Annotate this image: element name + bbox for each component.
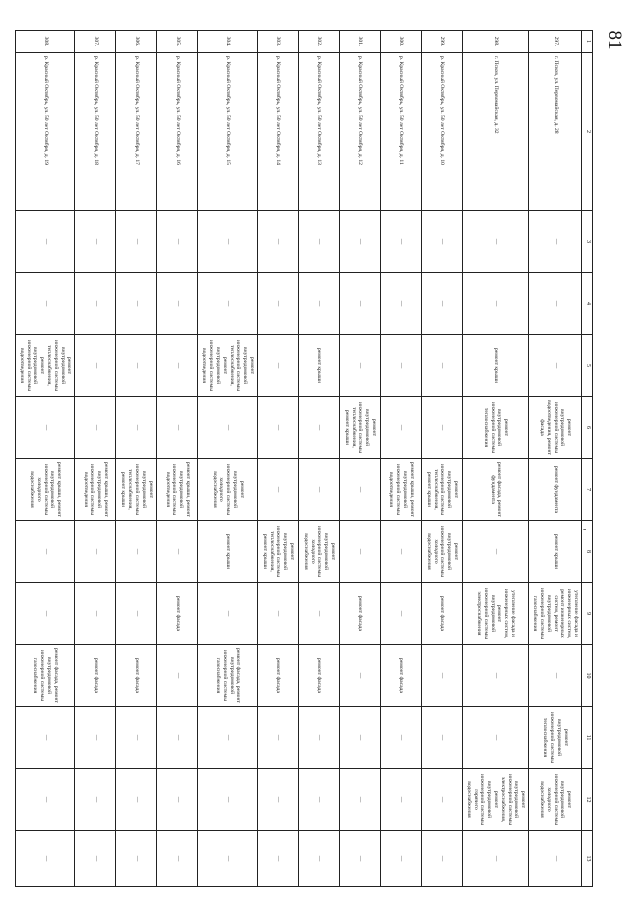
- repair-work-cell: —: [422, 397, 463, 459]
- column-number: 5: [582, 335, 593, 397]
- repair-work-cell: —: [299, 397, 340, 459]
- repair-work-cell: —: [340, 831, 381, 887]
- row-index: 302.: [299, 31, 340, 53]
- table-row: [258, 31, 299, 887]
- repair-work-cell: —: [258, 831, 299, 887]
- repair-work-cell: ремонт внутридомовой инженерной системы электроснабжения, ремонт внутридомовой инженерной системы горячего водоснабжения: [463, 769, 529, 831]
- repair-work-cell: —: [16, 583, 76, 645]
- repair-work-cell: —: [75, 583, 116, 645]
- repair-work-cell: —: [16, 211, 76, 273]
- repair-work-cell: —: [116, 211, 157, 273]
- repair-work-cell: —: [529, 335, 582, 397]
- row-index: 305.: [157, 31, 198, 53]
- repair-work-cell: —: [422, 211, 463, 273]
- repair-work-cell: —: [157, 645, 198, 707]
- repair-work-cell: ремонт фасада: [299, 645, 340, 707]
- repair-work-cell: —: [75, 335, 116, 397]
- building-address: р. Красный Октябрь, ул. 50 лет Октября, д. 18: [75, 53, 116, 211]
- column-number: 1: [582, 31, 593, 53]
- repair-work-cell: —: [529, 273, 582, 335]
- repair-work-cell: —: [75, 831, 116, 887]
- repair-work-cell: —: [75, 521, 116, 583]
- repair-work-cell: —: [381, 273, 422, 335]
- repair-work-cell: —: [75, 707, 116, 769]
- repair-work-cell: —: [422, 707, 463, 769]
- repair-work-cell: —: [381, 521, 422, 583]
- repair-work-cell: ремонт фасада: [258, 645, 299, 707]
- repair-work-cell: —: [463, 831, 529, 887]
- repair-work-cell: ремонт внутридомовой инженерной системы теплоснабжения: [463, 397, 529, 459]
- building-address: г. Псков, ул. Первомайская, д. 28: [529, 53, 582, 211]
- repair-work-cell: ремонт фундамента: [529, 459, 582, 521]
- repair-work-cell: —: [340, 707, 381, 769]
- repair-work-cell: —: [198, 211, 258, 273]
- column-number: 4: [582, 273, 593, 335]
- repair-work-cell: —: [75, 273, 116, 335]
- repair-work-cell: ремонт внутридомовой инженерной системы теплоснабжения, ремонт крыши: [258, 521, 299, 583]
- column-number-row: [582, 31, 593, 887]
- row-index: 299.: [422, 31, 463, 53]
- repair-work-cell: —: [116, 273, 157, 335]
- column-number: 6: [582, 397, 593, 459]
- column-number: 7: [582, 459, 593, 521]
- repair-work-cell: ремонт фасада: [75, 645, 116, 707]
- repair-work-cell: ремонт крыши, ремонт внутридомовой инженерной системы водоотведения: [75, 459, 116, 521]
- repair-work-cell: ремонт внутридомовой инженерной системы теплоснабжения, ремонт крыши: [340, 397, 381, 459]
- repair-work-cell: ремонт внутридомовой инженерной системы холодного водоснабжения: [299, 521, 340, 583]
- repair-work-cell: —: [340, 521, 381, 583]
- repair-work-cell: —: [463, 645, 529, 707]
- table-row: [299, 31, 340, 887]
- table-row: [463, 31, 529, 887]
- repair-work-cell: ремонт фасада: [381, 645, 422, 707]
- repair-work-cell: —: [258, 459, 299, 521]
- repair-work-cell: утепление фасада и инженерных систем, ремонт инженерных систем, ремонт внутридомовой инженерной системы газоснабжения: [529, 583, 582, 645]
- repair-work-cell: —: [422, 273, 463, 335]
- repair-work-cell: —: [463, 211, 529, 273]
- repair-work-cell: —: [299, 831, 340, 887]
- repair-work-cell: —: [299, 459, 340, 521]
- repair-work-cell: —: [529, 831, 582, 887]
- table-row: [75, 31, 116, 887]
- column-number: 8: [582, 521, 593, 583]
- repair-work-cell: —: [16, 521, 76, 583]
- repair-work-cell: ремонт фасада, ремонт внутридомовой инженерной системы газоснабжения: [198, 645, 258, 707]
- building-address: р. Красный Октябрь, ул. 50 лет Октября, д. 12: [340, 53, 381, 211]
- repair-work-cell: ремонт внутридомовой инженерной системы водоотведения, ремонт фасада: [529, 397, 582, 459]
- page-number: 81: [604, 30, 625, 50]
- column-number: 9: [582, 583, 593, 645]
- repair-work-cell: ремонт крыши, ремонт внутридомовой инженерной системы водоотведения: [381, 459, 422, 521]
- stray-mark: -: [583, 524, 587, 535]
- table-row: [198, 31, 258, 887]
- repair-work-cell: ремонт внутридомовой инженерной системы теплоснабжения, ремонт крыши: [116, 459, 157, 521]
- table-row: [381, 31, 422, 887]
- repair-work-cell: —: [116, 831, 157, 887]
- building-address: р. Красный Октябрь, ул. 50 лет Октября, д. 11: [381, 53, 422, 211]
- repair-work-cell: —: [340, 769, 381, 831]
- repair-work-cell: ремонт фасада, ремонт внутридомовой инженерной системы газоснабжения: [16, 645, 76, 707]
- repair-work-cell: —: [381, 769, 422, 831]
- repair-work-cell: —: [75, 211, 116, 273]
- repair-work-cell: —: [16, 397, 76, 459]
- repair-work-cell: —: [116, 335, 157, 397]
- row-index: 300.: [381, 31, 422, 53]
- building-address: р. Красный Октябрь, ул. 50 лет Октября, д. 10: [422, 53, 463, 211]
- building-address: р. Красный Октябрь, ул. 50 лет Октября, д. 13: [299, 53, 340, 211]
- repair-work-cell: —: [157, 831, 198, 887]
- repair-work-cell: ремонт фасада: [116, 645, 157, 707]
- repair-work-cell: ремонт внутридомовой инженерной системы холодного водоснабжения: [422, 521, 463, 583]
- repair-work-cell: —: [157, 335, 198, 397]
- repair-work-cell: —: [258, 335, 299, 397]
- table-row: [340, 31, 381, 887]
- repair-work-cell: —: [463, 273, 529, 335]
- column-number: 12: [582, 769, 593, 831]
- repair-work-cell: ремонт крыши, ремонт внутридомовой инженерной системы холодного водоснабжения: [16, 459, 76, 521]
- repair-work-cell: —: [340, 273, 381, 335]
- repair-work-cell: —: [75, 769, 116, 831]
- repair-work-cell: —: [340, 459, 381, 521]
- repair-work-cell: —: [258, 273, 299, 335]
- repair-work-cell: —: [422, 335, 463, 397]
- row-index: 306.: [116, 31, 157, 53]
- row-index: 303.: [258, 31, 299, 53]
- repair-work-cell: —: [381, 831, 422, 887]
- repair-work-cell: —: [157, 211, 198, 273]
- repair-work-cell: ремонт внутридомовой инженерной системы теплоснабжения, ремонт внутридомовой инженерной системы водоотведения: [198, 335, 258, 397]
- repair-work-cell: ремонт крыши: [463, 335, 529, 397]
- repair-work-cell: —: [258, 211, 299, 273]
- repair-work-cell: —: [198, 583, 258, 645]
- repair-work-cell: —: [381, 397, 422, 459]
- repair-work-cell: —: [16, 831, 76, 887]
- row-index: 297.: [529, 31, 582, 53]
- repair-work-cell: ремонт внутридомовой инженерной системы холодного водоснабжения: [529, 769, 582, 831]
- building-address: р. Красный Октябрь, ул. 50 лет Октября, д. 14: [258, 53, 299, 211]
- repair-work-cell: ремонт фасада, ремонт фундамента: [463, 459, 529, 521]
- repair-work-cell: ремонт внутридомовой инженерной системы теплоснабжения, ремонт крыши: [422, 459, 463, 521]
- repair-work-cell: ремонт внутридомовой инженерной системы теплоснабжения: [529, 707, 582, 769]
- capital-repair-table: [15, 30, 593, 887]
- repair-work-cell: —: [16, 769, 76, 831]
- repair-work-cell: —: [198, 273, 258, 335]
- repair-work-cell: —: [258, 707, 299, 769]
- repair-work-cell: —: [157, 397, 198, 459]
- repair-work-cell: —: [258, 397, 299, 459]
- repair-work-cell: ремонт крыши: [198, 521, 258, 583]
- building-address: г. Псков, ул. Первомайская, д. 32: [463, 53, 529, 211]
- column-number: 2: [582, 53, 593, 211]
- table-row: [16, 31, 76, 887]
- capital-repair-table-wrapper: [18, 30, 593, 866]
- repair-work-cell: —: [198, 769, 258, 831]
- row-index: 304.: [198, 31, 258, 53]
- repair-work-cell: —: [299, 273, 340, 335]
- repair-work-cell: —: [157, 273, 198, 335]
- repair-work-cell: —: [381, 707, 422, 769]
- repair-work-cell: —: [299, 583, 340, 645]
- repair-work-cell: —: [381, 211, 422, 273]
- column-number: 11: [582, 707, 593, 769]
- row-index: 298.: [463, 31, 529, 53]
- repair-work-cell: —: [116, 521, 157, 583]
- table-row: [529, 31, 582, 887]
- building-address: р. Красный Октябрь, ул. 50 лет Октября, д. 16: [157, 53, 198, 211]
- repair-work-cell: —: [340, 645, 381, 707]
- repair-work-cell: ремонт крыши, ремонт внутридомовой инженерной системы водоотведения: [157, 459, 198, 521]
- repair-work-cell: —: [157, 769, 198, 831]
- building-address: р. Красный Октябрь, ул. 50 лет Октября, д. 17: [116, 53, 157, 211]
- repair-work-cell: —: [116, 707, 157, 769]
- repair-work-cell: —: [299, 211, 340, 273]
- repair-work-cell: —: [381, 335, 422, 397]
- repair-work-cell: —: [16, 707, 76, 769]
- repair-work-cell: —: [422, 769, 463, 831]
- repair-work-cell: —: [116, 769, 157, 831]
- building-address: р. Красный Октябрь, ул. 50 лет Октября, д. 15: [198, 53, 258, 211]
- repair-work-cell: —: [463, 521, 529, 583]
- row-index: 308.: [16, 31, 76, 53]
- repair-work-cell: —: [422, 645, 463, 707]
- repair-work-cell: —: [463, 707, 529, 769]
- repair-work-cell: —: [116, 583, 157, 645]
- repair-work-cell: утепление фасада и инженерных систем, ремонт внутридомовой инженерной системы электроснабжения: [463, 583, 529, 645]
- column-number: 13: [582, 831, 593, 887]
- repair-work-cell: —: [75, 397, 116, 459]
- column-number: 10: [582, 645, 593, 707]
- table-row: [157, 31, 198, 887]
- repair-work-cell: —: [422, 831, 463, 887]
- repair-work-cell: —: [381, 583, 422, 645]
- repair-work-cell: —: [198, 397, 258, 459]
- repair-work-cell: —: [157, 521, 198, 583]
- row-index: 307.: [75, 31, 116, 53]
- repair-work-cell: —: [116, 397, 157, 459]
- repair-work-cell: ремонт крыши: [529, 521, 582, 583]
- repair-work-cell: —: [16, 273, 76, 335]
- repair-work-cell: —: [340, 211, 381, 273]
- table-row: [422, 31, 463, 887]
- table-row: [116, 31, 157, 887]
- repair-work-cell: —: [299, 707, 340, 769]
- repair-work-cell: ремонт внутридомовой инженерной системы холодного водоснабжения: [198, 459, 258, 521]
- repair-work-cell: ремонт фасада: [157, 583, 198, 645]
- repair-work-cell: ремонт фасада: [340, 583, 381, 645]
- repair-work-cell: ремонт внутридомовой инженерной системы теплоснабжения, ремонт внутридомовой инженерной системы водоотведения: [16, 335, 76, 397]
- repair-work-cell: —: [340, 335, 381, 397]
- repair-work-cell: —: [198, 707, 258, 769]
- repair-work-cell: ремонт крыши: [299, 335, 340, 397]
- column-number: 3: [582, 211, 593, 273]
- row-index: 301.: [340, 31, 381, 53]
- repair-work-cell: —: [157, 707, 198, 769]
- repair-work-cell: —: [529, 645, 582, 707]
- building-address: р. Красный Октябрь, ул. 50 лет Октября, д. 19: [16, 53, 76, 211]
- repair-work-cell: —: [258, 583, 299, 645]
- repair-work-cell: —: [529, 211, 582, 273]
- repair-work-cell: —: [258, 769, 299, 831]
- repair-work-cell: —: [299, 769, 340, 831]
- repair-work-cell: —: [198, 831, 258, 887]
- repair-work-cell: ремонт фасада: [422, 583, 463, 645]
